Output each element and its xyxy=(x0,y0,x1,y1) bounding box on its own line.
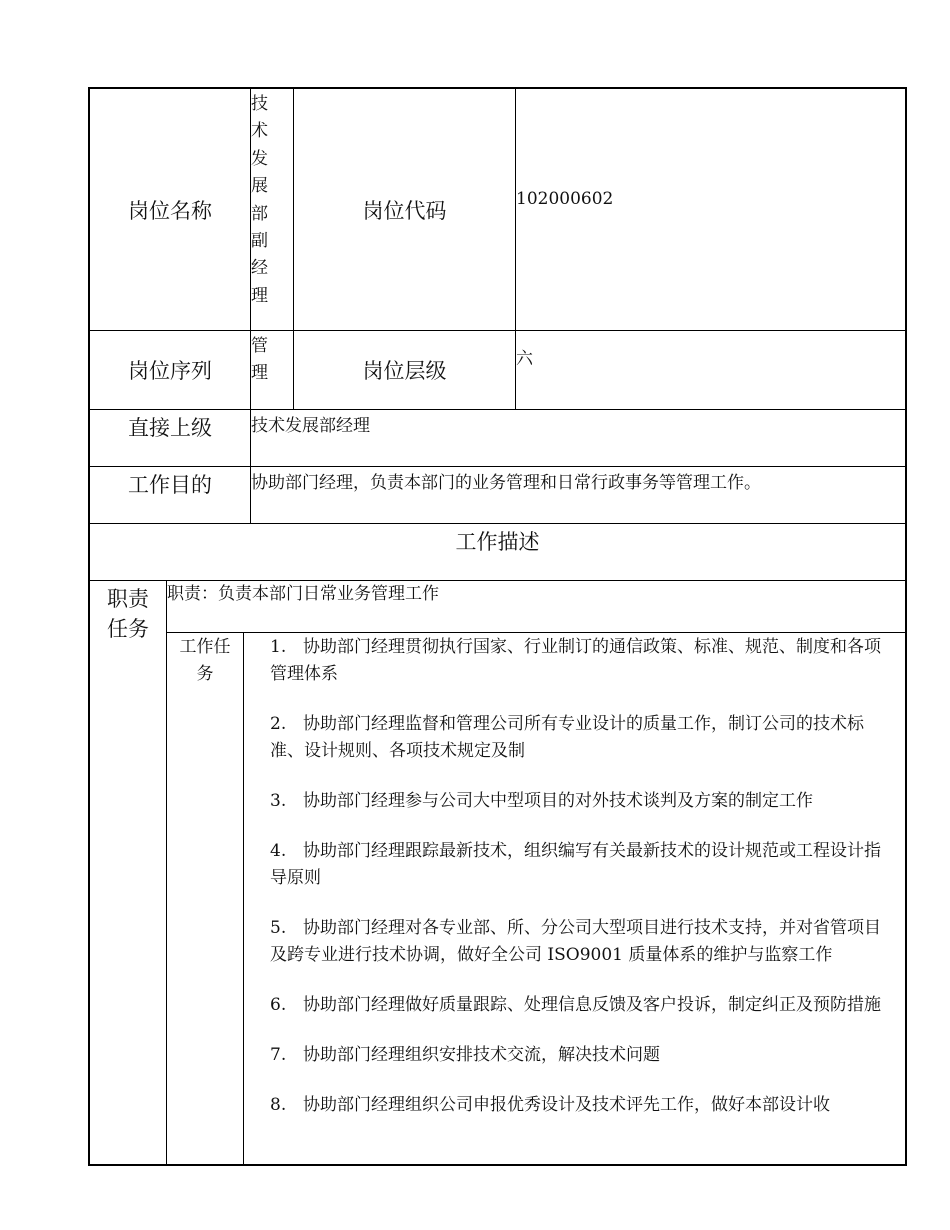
section-title-work-description: 工作描述 xyxy=(455,530,540,554)
value-direct-superior: 技术发展部经理 xyxy=(251,416,370,436)
list-item: 6. 协助部门经理做好质量跟踪、处理信息反馈及客户投诉，制定纠正及预防措施 xyxy=(270,995,881,1015)
label-duties: 职责任务 xyxy=(107,587,149,641)
label-work-tasks: 工作任务 xyxy=(179,637,231,684)
list-item: 8. 协助部门经理组织公司申报优秀设计及技术评先工作，做好本部设计收 xyxy=(270,1095,830,1115)
list-item: 5. 协助部门经理对各专业部、所、分公司大型项目进行技术支持，并对省管项目及跨专业进行技术协调，做好全公司 ISO9001 质量体系的维护与监察工作 xyxy=(270,918,881,965)
list-item: 7. 协助部门经理组织安排技术交流，解决技术问题 xyxy=(270,1045,660,1065)
value-position-name: 技术发展部副经理 xyxy=(251,94,268,306)
value-position-level: 六 xyxy=(516,349,533,369)
label-position-name: 岗位名称 xyxy=(128,198,212,223)
label-position-code: 岗位代码 xyxy=(362,198,447,223)
value-position-sequence: 管理 xyxy=(251,336,268,384)
table-border-bottom xyxy=(88,1164,907,1166)
row-divider xyxy=(166,632,907,633)
value-work-purpose: 协助部门经理，负责本部门的业务管理和日常行政事务等管理工作。 xyxy=(251,473,761,493)
duty-title: 职责：负责本部门日常业务管理工作 xyxy=(167,584,439,604)
list-item: 3. 协助部门经理参与公司大中型项目的对外技术谈判及方案的制定工作 xyxy=(270,791,813,811)
list-item: 1. 协助部门经理贯彻执行国家、行业制订的通信政策、标准、规范、制度和各项管理体系 xyxy=(270,637,881,684)
label-position-level: 岗位层级 xyxy=(362,359,447,383)
value-position-code: 102000602 xyxy=(516,189,614,209)
label-work-purpose: 工作目的 xyxy=(128,473,212,497)
list-item: 4. 协助部门经理跟踪最新技术，组织编写有关最新技术的设计规范或工程设计指导原则 xyxy=(270,841,881,888)
task-list xyxy=(270,634,890,1164)
label-direct-superior: 直接上级 xyxy=(128,416,212,440)
list-item: 2. 协助部门经理监督和管理公司所有专业设计的质量工作，制订公司的技术标准、设计规则、各项技术规定及制 xyxy=(270,714,864,761)
label-position-sequence: 岗位序列 xyxy=(128,359,212,383)
col-divider xyxy=(243,632,244,1166)
table-border-right xyxy=(905,87,907,1166)
